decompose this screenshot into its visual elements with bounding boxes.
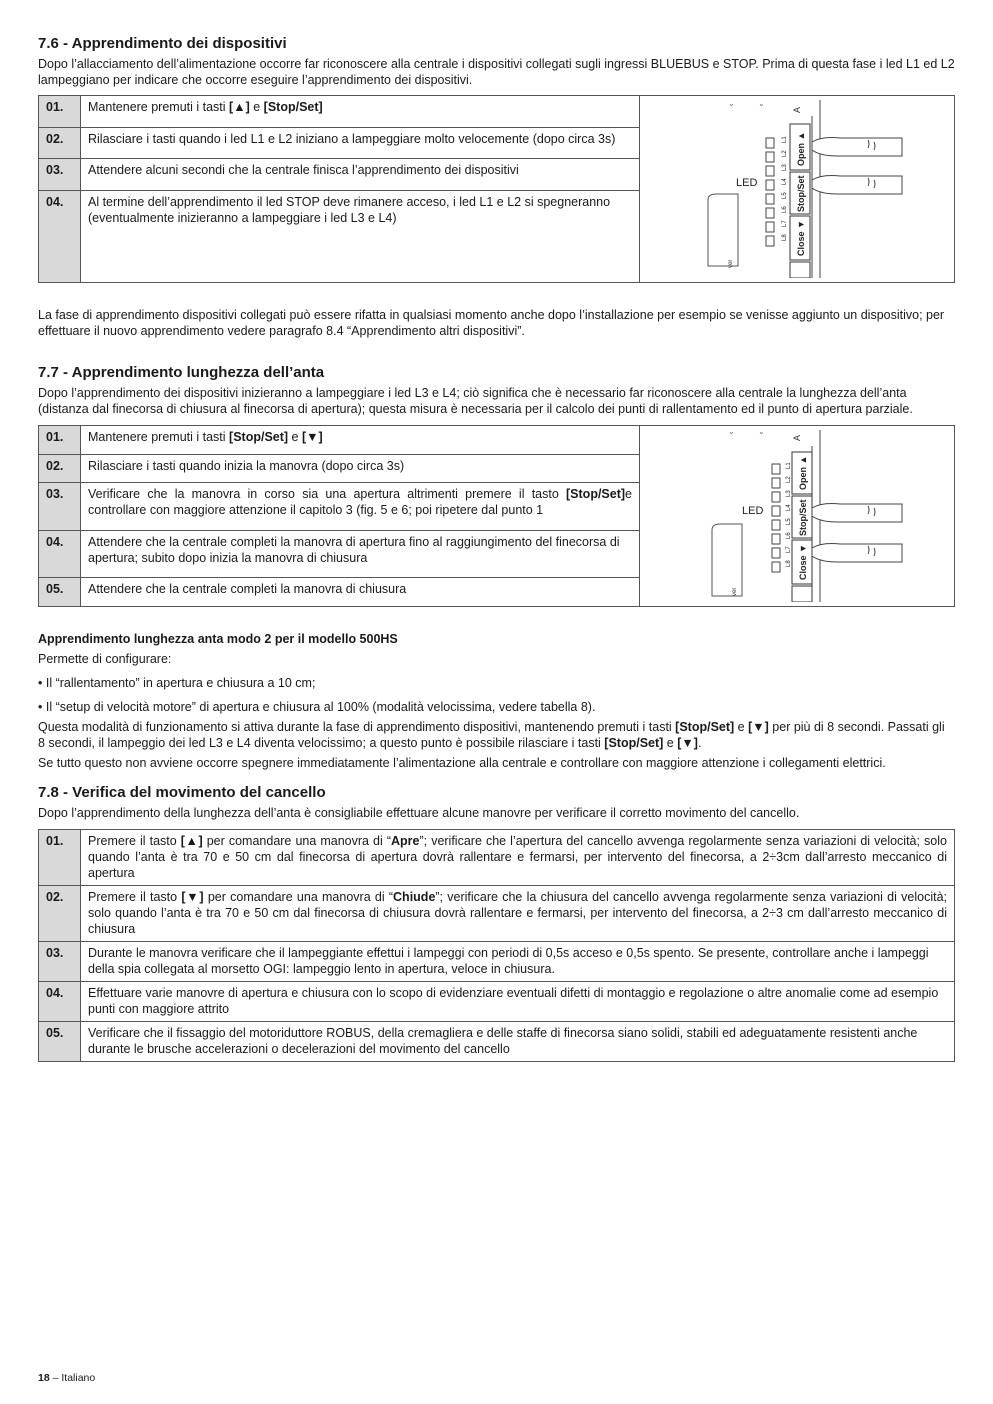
mode2-warning: Se tutto questo non avviene occorre spegnere immediatamente l’alimentazione alla centrale e controllare con maggiore attenzione i collegamenti elettrici. [38, 756, 886, 770]
table-row [39, 830, 955, 886]
step-number: 04. [39, 982, 81, 1022]
svg-text:L3: L3 [786, 490, 792, 497]
step-text: Mantenere premuti i tasti [Stop/Set] e [▼] [81, 426, 640, 455]
step-text: Durante le manovra verificare che il lampeggiante effettui i lampeggi con periodi di 0,5s acceso e 0,5s spento. Se presente, controllare anche i lampeggi della spia collegata al morsetto OGI: lampeggio lento in apertura, veloce in chiusura. [81, 942, 955, 982]
step-number: 03. [39, 942, 81, 982]
table-row [39, 886, 955, 942]
page-number: 18 [38, 1372, 50, 1384]
svg-text:Open ▲: Open ▲ [796, 131, 806, 166]
svg-text:Stop/Set: Stop/Set [798, 499, 808, 536]
svg-text:L8: L8 [782, 234, 788, 241]
step-number: 01. [39, 426, 81, 455]
svg-text:L1: L1 [786, 462, 792, 469]
table-row [39, 96, 955, 128]
mode2-paragraph: Questa modalità di funzionamento si attiva durante la fase di apprendimento dispositivi, mantenendo premuti i tasti [Stop/Set] e [▼] per più di 8 secondi. Passati gli 8 secondi, il lampeggio dei led L3 e L4 diventa velocissimo; a questo punto è possibile rilasciare i tasti [Stop/Set] e [▼]. [38, 720, 945, 750]
svg-text:L6: L6 [782, 206, 788, 213]
step-text: Verificare che il fissaggio del motoriduttore ROBUS, della cremagliera e delle staffe di finecorsa siano solidi, stabili ed adeguatamente resistenti anche durante le brusche accelerazioni o decelerazioni del movimento del cancello [81, 1022, 955, 1062]
list-item: • Il “setup di velocità motore” di apertura e chiusura al 100% (modalità velocissima, vedere tabella 8). [38, 700, 596, 714]
step-number: 01. [39, 830, 81, 886]
svg-text:L8: L8 [786, 560, 792, 567]
steps-table-7-7 [38, 425, 955, 607]
led-labels [782, 136, 788, 241]
step-text: Verificare che la manovra in corso sia una apertura altrimenti premere il tasto [Stop/Set]e controllare con maggiore attenzione il capitolo 3 (fig. 5 e 6; poi ripetere dal punto 1 [81, 483, 640, 531]
table-row [39, 942, 955, 982]
svg-text:ver: ver [732, 587, 738, 596]
subsection-title-mode2: Apprendimento lunghezza anta modo 2 per il modello 500HS [38, 632, 398, 646]
step-text: Effettuare varie manovre di apertura e chiusura con lo scopo di evidenziare eventuali difetti di montaggio e regolazione o altre anomalie come ad esempio punti con maggiore attrito [81, 982, 955, 1022]
svg-text:L2: L2 [782, 150, 788, 157]
control-panel-figure [640, 96, 955, 283]
housing-shape [708, 194, 738, 266]
step-text: Mantenere premuti i tasti [▲] e [Stop/Set] [81, 96, 640, 128]
led-column [772, 464, 780, 572]
step-number: 02. [39, 886, 81, 942]
svg-text:A: A [792, 106, 802, 113]
step-text: Rilasciare i tasti quando inizia la manovra (dopo circa 3s) [81, 454, 640, 483]
svg-text:Close ▼: Close ▼ [798, 544, 808, 580]
step-text: Premere il tasto [▼] per comandare una manovra di “Chiude”; verificare che la chiusura del cancello avvenga regolarmente senza variazioni di velocità; solo quando l’anta è tra 70 e 50 cm dal finecorsa di chiusura dovrà rallentare e fermarsi, per intervento del finecorsa, a 2÷3 cm dall’arresto meccanico di chiusura [81, 886, 955, 942]
panel-illustration [640, 426, 954, 602]
svg-text:L4: L4 [782, 178, 788, 185]
step-text: Attendere alcuni secondi che la centrale finisca l’apprendimento dei dispositivi [81, 159, 640, 191]
step-number: 03. [39, 483, 81, 531]
svg-text:˘: ˘ [760, 103, 763, 113]
table-row [39, 1022, 955, 1062]
svg-text:˘: ˘ [760, 431, 763, 441]
step-text: Rilasciare i tasti quando i led L1 e L2 iniziano a lampeggiare molto velocemente (dopo circa 3s) [81, 127, 640, 159]
svg-text:L4: L4 [786, 504, 792, 511]
step-number: 05. [39, 1022, 81, 1062]
steps-table-7-8 [38, 829, 955, 1062]
led-labels [786, 462, 792, 567]
svg-text:LED: LED [742, 505, 764, 517]
svg-text:A: A [792, 434, 802, 441]
svg-text:L7: L7 [786, 546, 792, 553]
svg-text:˘: ˘ [730, 431, 733, 441]
finger-icon [812, 138, 902, 195]
svg-text:Open ▲: Open ▲ [798, 455, 808, 490]
svg-text:L1: L1 [782, 136, 788, 143]
svg-text:ver: ver [728, 259, 734, 268]
led-label: LED [736, 177, 758, 189]
table-row [39, 982, 955, 1022]
section-title-7-8: 7.8 - Verifica del movimento del cancello [38, 784, 326, 801]
table-row [39, 426, 955, 455]
step-number: 03. [39, 159, 81, 191]
steps-table-7-6 [38, 95, 955, 283]
step-text: Attendere che la centrale completi la manovra di apertura fino al raggiungimento del finecorsa di apertura; subito dopo inizia la manovra di chiusura [81, 530, 640, 578]
step-text: Attendere che la centrale completi la manovra di chiusura [81, 578, 640, 607]
section-intro-7-6: Dopo l’allacciamento dell’alimentazione occorre far riconoscere alla centrale i dispositivi collegati sugli ingressi BLUEBUS e STOP. Prima di questa fase i led L1 ed L2 lampeggiano per indicare che occorre eseguire l’apprendimento dei dispositivi. [38, 57, 955, 87]
step-number: 05. [39, 578, 81, 607]
step-text: Premere il tasto [▲] per comandare una manovra di “Apre”; verificare che l’apertura del cancello avvenga regolarmente senza variazioni di velocità; solo quando l’anta è tra 70 e 50 cm dal finecorsa di apertura dovrà rallentare e fermarsi, per intervento del finecorsa, a 2÷3cm dall’arresto meccanico di apertura [81, 830, 955, 886]
housing-shape [712, 524, 742, 596]
list-item: • Il “rallentamento” in apertura e chiusura a 10 cm; [38, 676, 316, 690]
page-footer: 18 – Italiano [38, 1372, 96, 1384]
step-number: 01. [39, 96, 81, 128]
section-intro-7-7: Dopo l’apprendimento dei dispositivi inizieranno a lampeggiare i led L3 e L4; ciò significa che è necessario far riconoscere alla centrale la lunghezza dell’anta (distanza dal finecorsa di chiusura al finecorsa di apertura); questa misura è necessaria per il calcolo dei punti di rallentamento ed il punto di apertura parziale. [38, 386, 913, 416]
section-note-7-6: La fase di apprendimento dispositivi collegati può essere rifatta in qualsiasi momento anche dopo l’installazione per esempio se venisse aggiunto un dispositivo; per effettuare il nuovo apprendimento vedere paragrafo 8.4 “Apprendimento altri dispositivi”. [38, 308, 945, 338]
mode2-lead: Permette di configurare: [38, 652, 172, 666]
section-title-7-7: 7.7 - Apprendimento lunghezza dell’anta [38, 364, 325, 381]
step-text: Al termine dell’apprendimento il led STOP deve rimanere acceso, i led L1 e L2 si spegneranno (eventualmente inizieranno a lampeggiare i led L3 e L4) [81, 191, 640, 283]
svg-text:L5: L5 [786, 518, 792, 525]
svg-text:Close ▼: Close ▼ [796, 220, 806, 256]
step-number: 02. [39, 454, 81, 483]
svg-text:L7: L7 [782, 220, 788, 227]
svg-text:Stop/Set: Stop/Set [796, 175, 806, 212]
control-panel-figure [640, 426, 955, 607]
step-number: 04. [39, 530, 81, 578]
svg-text:L6: L6 [786, 532, 792, 539]
step-number: 04. [39, 191, 81, 283]
finger-icon [812, 504, 902, 563]
svg-text:˘: ˘ [730, 103, 733, 113]
step-number: 02. [39, 127, 81, 159]
svg-text:L2: L2 [786, 476, 792, 483]
panel-illustration [640, 96, 954, 278]
page [38, 34, 955, 1062]
language-label: Italiano [61, 1372, 96, 1384]
svg-text:L3: L3 [782, 164, 788, 171]
section-title-7-6: 7.6 - Apprendimento dei dispositivi [38, 35, 287, 52]
section-intro-7-8: Dopo l’apprendimento della lunghezza dell’anta è consigliabile effettuare alcune manovre per verificare il corretto movimento del cancello. [38, 806, 800, 820]
led-column [766, 138, 774, 246]
svg-text:L5: L5 [782, 192, 788, 199]
